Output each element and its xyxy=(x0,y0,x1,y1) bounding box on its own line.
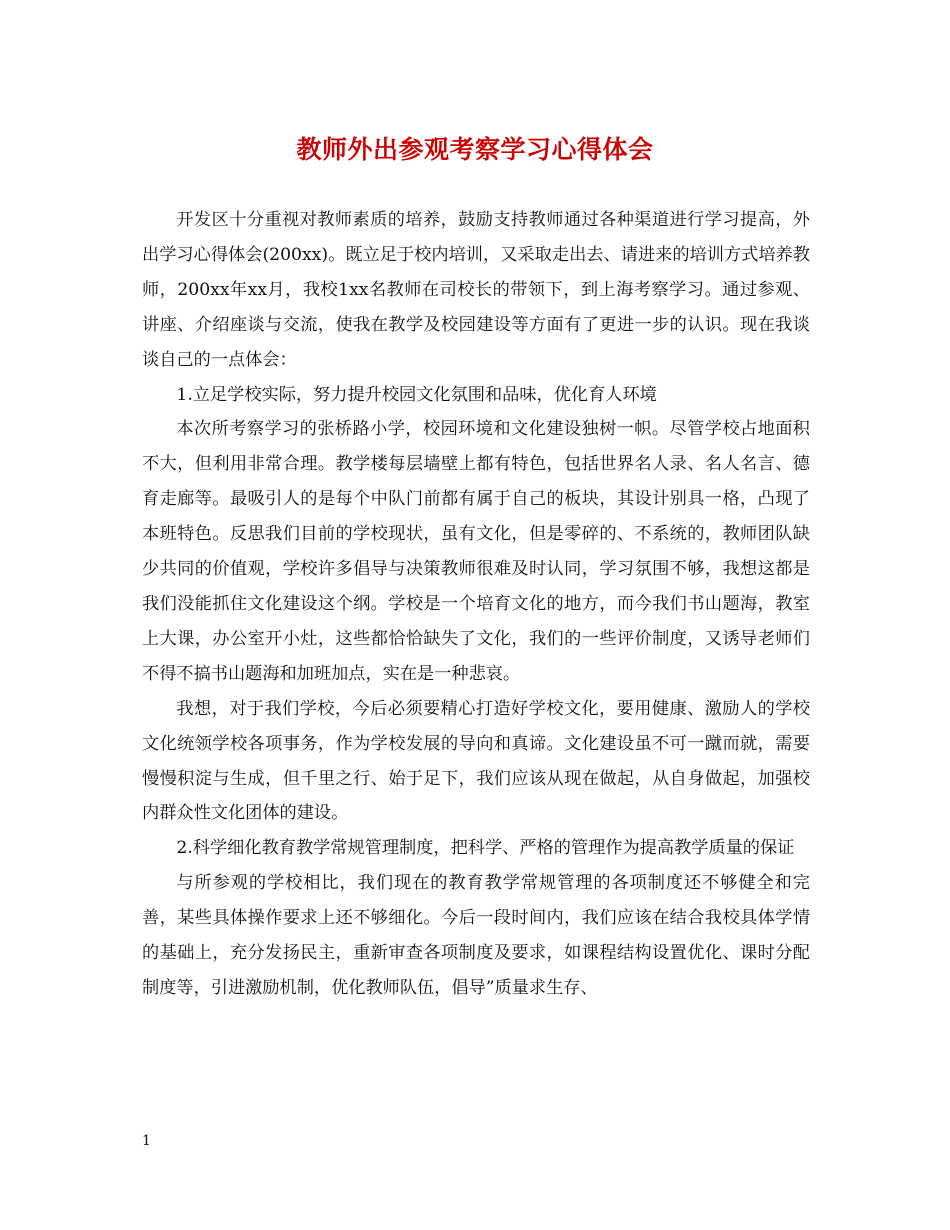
section-heading-2: 2.科学细化教育教学常规管理制度，把科学、严格的管理作为提高教学质量的保证 xyxy=(176,838,795,859)
paragraph-reflection: 我想，对于我们学校，今后必须要精心打造好学校文化，要用健康、激励人的学校文化统领学校各项事务，作为学校发展的导向和真谛。文化建设虽不可一蹴而就，需要慢慢积淀与生成，但千里之行、始于足下，我们应该从现在做起，从自身做起，加强校内群众性文化团体的建设。 xyxy=(142,698,810,824)
paragraph-intro: 开发区十分重视对教师素质的培养，鼓励支持教师通过各种渠道进行学习提高，外出学习心得体会(200xx)。既立足于校内培训，又采取走出去、请进来的培训方式培养教师，200xx年xx月，我校1xx名教师在司校长的带领下，到上海考察学习。通过参观、讲座、介绍座谈与交流，使我在教学及校园建设等方面有了更进一步的认识。现在我谈谈自己的一点体会： xyxy=(142,210,810,370)
document-body xyxy=(142,203,810,1006)
document-title: 教师外出参观考察学习心得体会 xyxy=(296,135,654,164)
page-number: 1 xyxy=(142,1133,151,1149)
paragraph-campus-culture: 本次所考察学习的张桥路小学，校园环境和文化建设独树一帜。尽管学校占地面积不大，但利用非常合理。教学楼每层墙壁上都有特色，包括世界名人录、名人名言、德育走廊等。最吸引人的是每个中队门前都有属于自己的板块，其设计别具一格，凸现了本班特色。反思我们目前的学校现状，虽有文化，但是零碎的、不系统的，教师团队缺少共同的价值观，学校许多倡导与决策教师很难及时认同，学习氛围不够，我想这都是我们没能抓住文化建设这个纲。学校是一个培育文化的地方，而今我们书山题海，教室上大课，办公室开小灶，这些都恰恰缺失了文化，我们的一些评价制度，又诱导老师们不得不搞书山题海和加班加点，实在是一种悲哀。 xyxy=(142,419,810,684)
section-heading-1: 1.立足学校实际，努力提升校园文化氛围和品味，优化育人环境 xyxy=(176,384,657,405)
paragraph-management: 与所参观的学校相比，我们现在的教育教学常规管理的各项制度还不够健全和完善，某些具体操作要求上还不够细化。今后一段时间内，我们应该在结合我校具体学情的基础上，充分发扬民主，重新审查各项制度及要求，如课程结构设置优化、课时分配制度等，引进激励机制，优化教师队伍，倡导”质量求生存、 xyxy=(142,873,810,998)
